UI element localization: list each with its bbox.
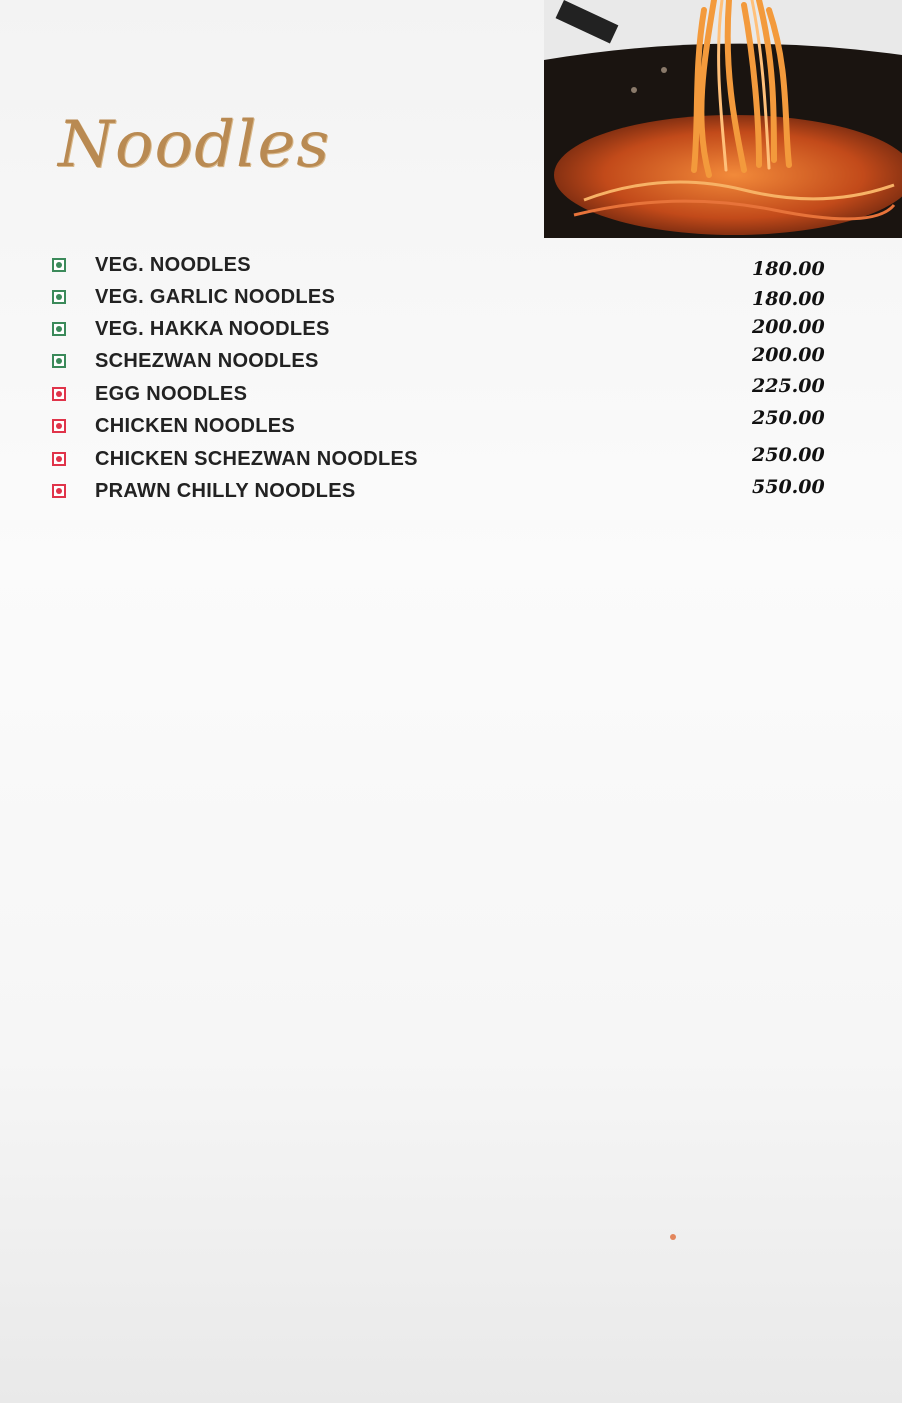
item-name: CHICKEN NOODLES bbox=[95, 415, 296, 437]
list-item bbox=[0, 316, 902, 346]
item-name: VEG. NOODLES bbox=[95, 254, 251, 276]
veg-marker-icon bbox=[52, 354, 66, 368]
nonveg-marker-icon bbox=[52, 484, 66, 498]
nonveg-marker-icon bbox=[52, 419, 66, 433]
item-price: 225.00 bbox=[752, 375, 825, 397]
item-price: 200.00 bbox=[752, 344, 825, 366]
item-name: PRAWN CHILLY NOODLES bbox=[95, 480, 356, 502]
list-item bbox=[0, 407, 902, 443]
veg-marker-icon bbox=[52, 322, 66, 336]
list-item bbox=[0, 446, 902, 476]
noodles-photo-illustration bbox=[544, 0, 902, 238]
veg-marker-icon bbox=[52, 290, 66, 304]
item-price: 180.00 bbox=[752, 258, 825, 280]
item-price: 550.00 bbox=[752, 476, 825, 498]
item-price: 180.00 bbox=[752, 288, 825, 310]
item-name: EGG NOODLES bbox=[95, 383, 248, 405]
item-price: 250.00 bbox=[752, 444, 825, 466]
item-name: VEG. GARLIC NOODLES bbox=[95, 286, 336, 308]
noodles-photo bbox=[544, 0, 902, 238]
nonveg-marker-icon bbox=[52, 387, 66, 401]
item-name: SCHEZWAN NOODLES bbox=[95, 350, 319, 372]
veg-marker-icon bbox=[52, 258, 66, 272]
nonveg-marker-icon bbox=[52, 452, 66, 466]
list-item bbox=[0, 252, 902, 282]
item-name: VEG. HAKKA NOODLES bbox=[95, 318, 330, 340]
paper-speck bbox=[670, 1234, 676, 1240]
list-item bbox=[0, 284, 902, 314]
item-price: 250.00 bbox=[752, 407, 825, 429]
item-name: CHICKEN SCHEZWAN NOODLES bbox=[95, 448, 418, 470]
list-item bbox=[0, 478, 902, 508]
section-title: Noodles bbox=[58, 108, 331, 182]
item-price: 200.00 bbox=[752, 316, 825, 338]
list-item bbox=[0, 344, 902, 378]
